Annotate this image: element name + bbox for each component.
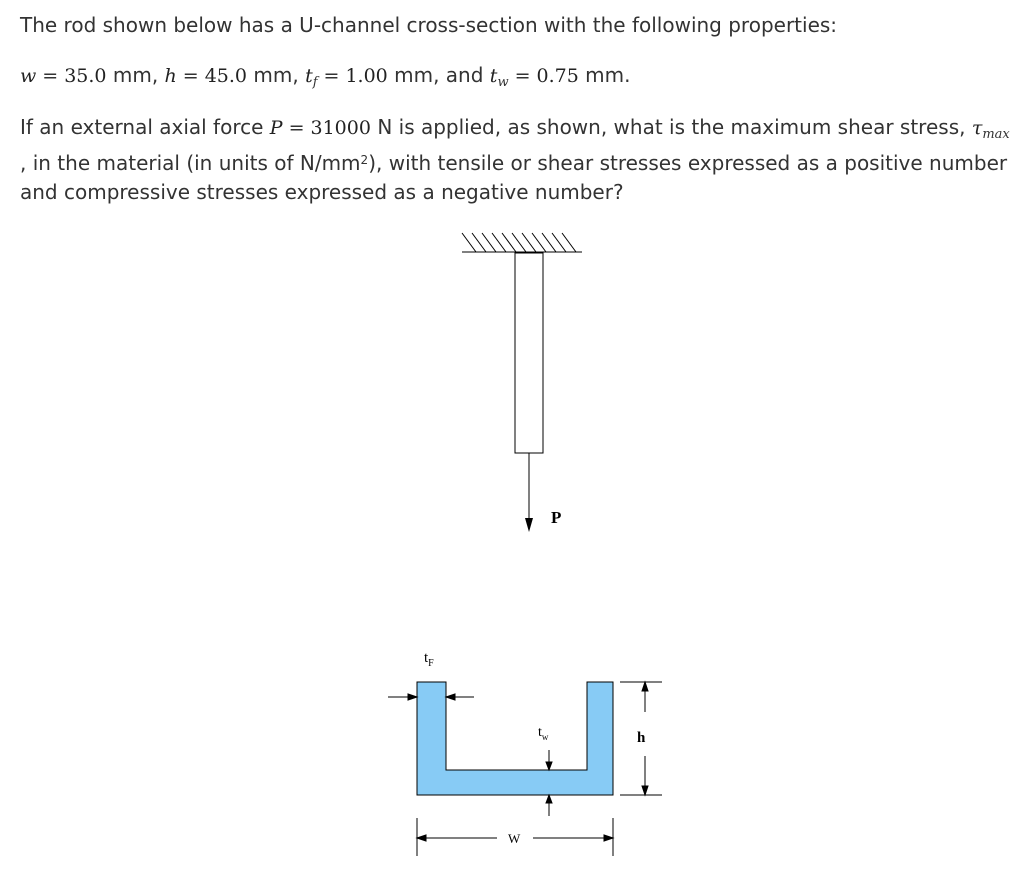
fixed-support <box>462 233 582 252</box>
tf-value: 1.00 <box>345 65 388 87</box>
properties-line: w = 35.0 mm, h = 45.0 mm, $t_f = 1.00$ mm, and $t_w = 0.75$ mm. <box>20 63 631 90</box>
question-line2b: ), with tensile or shear stresses expressed as a positive number <box>368 151 1008 175</box>
p-value: 31000 <box>310 117 371 139</box>
load-arrow <box>525 453 533 532</box>
tf-label: $t_F$ <box>424 650 434 669</box>
load-label: P <box>551 508 562 527</box>
tw-unit: mm. <box>585 63 631 87</box>
tf-symbol: t <box>305 65 313 87</box>
tau-symbol: τ <box>971 117 983 139</box>
w-unit: mm, <box>112 63 159 87</box>
h-symbol: h <box>164 65 177 87</box>
rod <box>515 253 543 453</box>
question-line2a: , in the material (in units of N/mm <box>20 151 361 175</box>
intro-text: The rod shown below has a U-channel cross-section with the following properties: <box>20 13 838 37</box>
tf-subscript: f <box>312 75 318 90</box>
tau-subscript: max <box>982 127 1010 142</box>
question-line-1: If an external axial force P = 31000 N is applied, as shown, what is the maximum shear stress, $\tau_{max}$ <box>20 115 1010 142</box>
question-line2-sup: 2 <box>360 153 369 167</box>
w-value: 35.0 <box>64 65 107 87</box>
u-channel-section <box>417 682 613 795</box>
tw-symbol: t <box>489 65 498 87</box>
tw-subscript: w <box>497 75 509 90</box>
tw-value: 0.75 <box>536 65 579 87</box>
p-symbol: P <box>269 117 283 139</box>
h-unit: mm, <box>253 63 299 87</box>
h-value: 45.0 <box>204 65 248 87</box>
question-part1: If an external axial force <box>20 115 264 139</box>
question-line-3: and compressive stresses expressed as a negative number? <box>20 180 624 204</box>
tf-unit: mm, and <box>394 63 484 87</box>
w-label: W <box>508 831 521 846</box>
w-symbol: w <box>20 65 37 87</box>
h-label: h <box>637 730 646 746</box>
question-part2: N is applied, as shown, what is the maximum shear stress, <box>377 115 966 139</box>
tw-label: $t_w$ <box>538 725 549 742</box>
